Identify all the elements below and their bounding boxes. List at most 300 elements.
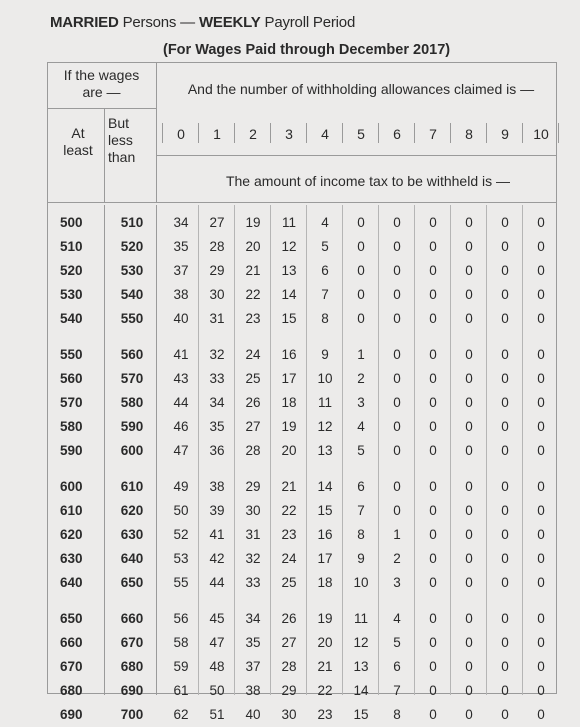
- allowance-header-3: 3: [285, 126, 293, 142]
- tax-amount-cell: 11: [281, 215, 296, 230]
- at-least-value: 680: [60, 683, 83, 698]
- tax-amount-cell: 35: [173, 239, 189, 254]
- tax-amount-cell: 49: [173, 479, 189, 494]
- amount-col-divider: [522, 205, 523, 695]
- tax-amount-cell: 50: [173, 503, 189, 518]
- wages-label: [54, 67, 149, 101]
- tax-amount-cell: 0: [465, 287, 473, 302]
- tax-amount-cell: 37: [173, 263, 189, 278]
- less-than-value: 540: [120, 287, 144, 302]
- tax-amount-cell: 0: [537, 575, 545, 590]
- less-than-value: 650: [120, 575, 144, 590]
- tax-amount-cell: 0: [429, 347, 437, 362]
- tax-amount-cell: 0: [393, 287, 401, 302]
- allowance-header-7: 7: [429, 126, 437, 142]
- tax-amount-cell: 35: [209, 419, 225, 434]
- tax-amount-cell: 0: [357, 215, 365, 230]
- tax-amount-cell: 0: [465, 263, 473, 278]
- tax-amount-cell: 27: [281, 635, 297, 650]
- tax-amount-cell: 0: [429, 311, 437, 326]
- tax-amount-cell: 41: [209, 527, 225, 542]
- tax-amount-cell: 38: [209, 479, 225, 494]
- tax-amount-cell: 31: [209, 311, 225, 326]
- tax-amount-cell: 21: [317, 659, 333, 674]
- tax-amount-cell: 0: [393, 347, 401, 362]
- table-row: [48, 523, 556, 547]
- tax-amount-cell: 20: [245, 239, 261, 254]
- tax-amount-cell: 0: [465, 479, 473, 494]
- tax-amount-cell: 58: [173, 635, 189, 650]
- table-row: [48, 703, 556, 727]
- allowance-col-divider: [162, 123, 163, 143]
- allowance-col-divider: [270, 123, 271, 143]
- tax-amount-cell: 0: [429, 527, 437, 542]
- tax-amount-cell: 5: [321, 239, 329, 254]
- tax-amount-cell: 0: [429, 263, 437, 278]
- tax-amount-cell: 44: [173, 395, 189, 410]
- tax-amount-cell: 10: [353, 575, 369, 590]
- tax-amount-cell: 0: [501, 419, 509, 434]
- tax-amount-cell: 0: [465, 575, 473, 590]
- tax-amount-cell: 61: [173, 683, 189, 698]
- tax-amount-cell: 0: [537, 683, 545, 698]
- tax-amount-cell: 18: [317, 575, 333, 590]
- tax-amount-cell: 0: [393, 371, 401, 386]
- tax-amount-cell: 28: [209, 239, 225, 254]
- but-line-3: than: [108, 149, 136, 165]
- tax-amount-cell: 0: [537, 503, 545, 518]
- less-than-value: 520: [120, 239, 144, 254]
- at-least-value: 670: [60, 659, 83, 674]
- tax-amount-cell: 14: [353, 683, 369, 698]
- title-married: MARRIED: [50, 14, 119, 31]
- at-least-value: 520: [60, 263, 83, 278]
- wages-line-2: are —: [82, 84, 121, 100]
- table-row: [48, 367, 556, 391]
- tax-amount-cell: 0: [537, 707, 545, 722]
- tax-amount-cell: 0: [465, 503, 473, 518]
- tax-amount-cell: 0: [465, 311, 473, 326]
- allowance-col-divider: [234, 123, 235, 143]
- tax-amount-cell: 25: [245, 371, 261, 386]
- tax-amount-cell: 25: [281, 575, 297, 590]
- tax-amount-cell: 32: [209, 347, 225, 362]
- less-than-value: 590: [120, 419, 144, 434]
- tax-amount-cell: 46: [173, 419, 189, 434]
- table-row: [48, 547, 556, 571]
- tax-amount-cell: 0: [357, 311, 365, 326]
- less-than-value: 610: [120, 479, 144, 494]
- tax-amount-cell: 0: [537, 311, 545, 326]
- tax-amount-cell: 11: [317, 395, 332, 410]
- tax-amount-cell: 0: [537, 551, 545, 566]
- at-least-value: 640: [60, 575, 83, 590]
- table-row: [48, 415, 556, 439]
- tax-amount-cell: 59: [173, 659, 189, 674]
- tax-amount-cell: 0: [393, 239, 401, 254]
- tax-amount-cell: 0: [465, 371, 473, 386]
- less-than-value: 680: [120, 659, 144, 674]
- title-persons: Persons —: [118, 14, 199, 31]
- amount-col-divider: [414, 205, 415, 695]
- tax-amount-cell: 42: [209, 551, 225, 566]
- tax-amount-cell: 0: [501, 311, 509, 326]
- at-least-value: 530: [60, 287, 83, 302]
- tax-amount-cell: 0: [465, 239, 473, 254]
- allowance-col-divider: [450, 123, 451, 143]
- title-payroll: Payroll Period: [260, 14, 356, 31]
- tax-amount-cell: 10: [317, 371, 333, 386]
- tax-amount-cell: 19: [317, 611, 333, 626]
- tax-amount-cell: 0: [429, 239, 437, 254]
- at-line-1: At: [71, 125, 85, 141]
- wages-line-1: If the wages: [63, 67, 140, 83]
- tax-amount-cell: 21: [245, 263, 261, 278]
- at-least-value: 560: [60, 371, 83, 386]
- less-than-value: 640: [120, 551, 144, 566]
- tax-amount-cell: 0: [465, 611, 473, 626]
- tax-amount-cell: 13: [317, 443, 333, 458]
- tax-amount-cell: 0: [429, 395, 437, 410]
- table-row: [48, 235, 556, 259]
- table-row: [48, 283, 556, 307]
- allowance-col-divider: [558, 123, 559, 143]
- tax-amount-cell: 27: [245, 419, 261, 434]
- allowance-header-2: 2: [249, 126, 257, 142]
- tax-amount-cell: 20: [317, 635, 333, 650]
- less-than-value: 570: [120, 371, 144, 386]
- tax-amount-cell: 26: [245, 395, 261, 410]
- table-row: [48, 655, 556, 679]
- tax-amount-cell: 15: [317, 503, 333, 518]
- header-bottom-rule: [48, 202, 556, 203]
- tax-amount-cell: 55: [173, 575, 189, 590]
- tax-amount-cell: 4: [357, 419, 365, 434]
- table-title: [50, 14, 355, 31]
- tax-amount-cell: 0: [429, 611, 437, 626]
- tax-amount-cell: 18: [281, 395, 297, 410]
- table-row: [48, 499, 556, 523]
- tax-amount-cell: 12: [317, 419, 333, 434]
- at-least-value: 570: [60, 395, 83, 410]
- tax-amount-cell: 26: [281, 611, 297, 626]
- tax-amount-cell: 0: [429, 371, 437, 386]
- tax-amount-cell: 0: [501, 707, 509, 722]
- tax-amount-cell: 19: [281, 419, 297, 434]
- tax-amount-cell: 7: [321, 287, 329, 302]
- tax-amount-cell: 23: [317, 707, 333, 722]
- allowance-col-divider: [342, 123, 343, 143]
- tax-amount-cell: 1: [357, 347, 365, 362]
- tax-amount-cell: 0: [465, 551, 473, 566]
- tax-amount-cell: 13: [281, 263, 297, 278]
- tax-amount-cell: 1: [393, 527, 401, 542]
- allowance-col-divider: [522, 123, 523, 143]
- tax-amount-cell: 0: [501, 215, 509, 230]
- tax-amount-cell: 0: [501, 347, 509, 362]
- tax-amount-cell: 0: [537, 347, 545, 362]
- table-subtitle: (For Wages Paid through December 2017): [163, 42, 451, 58]
- tax-amount-cell: 0: [501, 287, 509, 302]
- tax-amount-cell: 4: [393, 611, 401, 626]
- tax-amount-cell: 36: [209, 443, 225, 458]
- at-least-value: 580: [60, 419, 83, 434]
- tax-amount-cell: 12: [353, 635, 369, 650]
- tax-amount-cell: 23: [281, 527, 297, 542]
- tax-amount-cell: 0: [537, 443, 545, 458]
- table-row: [48, 679, 556, 703]
- tax-amount-cell: 0: [465, 419, 473, 434]
- tax-amount-cell: 0: [393, 503, 401, 518]
- tax-amount-cell: 0: [429, 575, 437, 590]
- tax-amount-cell: 0: [537, 611, 545, 626]
- table-row: [48, 607, 556, 631]
- tax-amount-cell: 14: [281, 287, 297, 302]
- tax-amount-cell: 34: [245, 611, 261, 626]
- tax-amount-cell: 0: [501, 443, 509, 458]
- tax-amount-cell: 43: [173, 371, 189, 386]
- at-least-value: 660: [60, 635, 83, 650]
- tax-amount-cell: 16: [317, 527, 333, 542]
- tax-amount-cell: 28: [281, 659, 297, 674]
- tax-amount-cell: 31: [245, 527, 261, 542]
- tax-amount-cell: 0: [429, 503, 437, 518]
- tax-amount-cell: 0: [429, 215, 437, 230]
- less-than-value: 580: [120, 395, 144, 410]
- allowance-header-8: 8: [465, 126, 473, 142]
- tax-amount-cell: 8: [393, 707, 401, 722]
- table-row: [48, 211, 556, 235]
- tax-amount-cell: 0: [429, 287, 437, 302]
- tax-amount-cell: 33: [209, 371, 225, 386]
- amount-col-divider: [342, 205, 343, 695]
- tax-amount-cell: 0: [465, 443, 473, 458]
- table-row: [48, 259, 556, 283]
- tax-amount-cell: 0: [501, 551, 509, 566]
- tax-amount-cell: 0: [393, 395, 401, 410]
- tax-amount-cell: 11: [353, 611, 368, 626]
- at-least-label: [52, 125, 104, 159]
- less-than-value: 560: [120, 347, 144, 362]
- allowance-col-divider: [198, 123, 199, 143]
- tax-amount-cell: 0: [465, 707, 473, 722]
- table-row: [48, 343, 556, 367]
- wage-col-divider: [104, 205, 105, 695]
- at-least-value: 590: [60, 443, 83, 458]
- tax-amount-cell: 53: [173, 551, 189, 566]
- tax-amount-cell: 0: [537, 287, 545, 302]
- allowance-header-5: 5: [357, 126, 365, 142]
- table-row: [48, 307, 556, 331]
- tax-amount-cell: 4: [321, 215, 329, 230]
- tax-amount-cell: 0: [465, 659, 473, 674]
- tax-amount-cell: 27: [209, 215, 225, 230]
- at-but-divider: [104, 108, 105, 203]
- amount-col-divider: [270, 205, 271, 695]
- tax-amount-cell: 0: [429, 707, 437, 722]
- tax-amount-cell: 0: [393, 443, 401, 458]
- tax-amount-cell: 28: [245, 443, 261, 458]
- tax-amount-cell: 14: [317, 479, 333, 494]
- tax-amount-cell: 0: [429, 683, 437, 698]
- tax-amount-cell: 29: [281, 683, 297, 698]
- tax-amount-cell: 3: [393, 575, 401, 590]
- tax-amount-cell: 48: [209, 659, 225, 674]
- tax-amount-cell: 0: [537, 371, 545, 386]
- tax-amount-cell: 0: [501, 683, 509, 698]
- at-least-value: 540: [60, 311, 83, 326]
- at-least-value: 620: [60, 527, 83, 542]
- amount-col-divider: [486, 205, 487, 695]
- tax-amount-cell: 37: [245, 659, 261, 674]
- tax-amount-cell: 33: [245, 575, 261, 590]
- tax-amount-cell: 8: [321, 311, 329, 326]
- amount-col-divider: [450, 205, 451, 695]
- tax-amount-cell: 47: [173, 443, 189, 458]
- tax-amount-cell: 0: [501, 611, 509, 626]
- allowance-header-0: 0: [177, 126, 185, 142]
- tax-amount-cell: 0: [465, 215, 473, 230]
- allowance-caption: And the number of withholding allowances claimed is —: [187, 81, 535, 97]
- tax-amount-cell: 2: [393, 551, 401, 566]
- at-least-value: 500: [60, 215, 83, 230]
- tax-amount-cell: 0: [357, 287, 365, 302]
- tax-amount-cell: 41: [173, 347, 189, 362]
- tax-amount-cell: 30: [281, 707, 297, 722]
- allowance-header-row: [163, 123, 558, 145]
- tax-amount-cell: 30: [245, 503, 261, 518]
- tax-amount-cell: 0: [501, 635, 509, 650]
- tax-amount-cell: 35: [245, 635, 261, 650]
- allowance-col-divider: [378, 123, 379, 143]
- less-than-value: 620: [120, 503, 144, 518]
- tax-amount-cell: 20: [281, 443, 297, 458]
- tax-amount-cell: 0: [537, 635, 545, 650]
- tax-amount-cell: 51: [209, 707, 225, 722]
- tax-amount-cell: 24: [245, 347, 261, 362]
- tax-amount-cell: 0: [393, 419, 401, 434]
- tax-amount-cell: 6: [321, 263, 329, 278]
- tax-amount-cell: 12: [281, 239, 297, 254]
- but-line-2: less: [108, 132, 133, 148]
- amount-col-divider: [378, 205, 379, 695]
- at-least-value: 630: [60, 551, 83, 566]
- tax-amount-cell: 9: [357, 551, 365, 566]
- table-row: [48, 391, 556, 415]
- less-than-value: 670: [120, 635, 144, 650]
- tax-amount-cell: 21: [281, 479, 297, 494]
- tax-amount-cell: 0: [357, 263, 365, 278]
- tax-amount-cell: 0: [465, 635, 473, 650]
- tax-amount-cell: 56: [173, 611, 189, 626]
- tax-amount-cell: 34: [173, 215, 189, 230]
- tax-amount-cell: 24: [281, 551, 297, 566]
- tax-amount-cell: 0: [465, 527, 473, 542]
- tax-amount-cell: 0: [429, 659, 437, 674]
- tax-amount-cell: 39: [209, 503, 225, 518]
- table-row: [48, 475, 556, 499]
- tax-amount-cell: 6: [357, 479, 365, 494]
- wages-divider: [48, 108, 156, 109]
- tax-amount-cell: 5: [357, 443, 365, 458]
- tax-amount-cell: 0: [429, 479, 437, 494]
- wages-header: [48, 63, 157, 203]
- tax-amount-cell: 30: [209, 287, 225, 302]
- tax-amount-cell: 29: [245, 479, 261, 494]
- tax-amount-cell: 0: [429, 551, 437, 566]
- allowance-col-divider: [306, 123, 307, 143]
- tax-amount-cell: 0: [501, 263, 509, 278]
- tax-amount-cell: 5: [393, 635, 401, 650]
- tax-amount-cell: 0: [393, 215, 401, 230]
- tax-amount-cell: 0: [537, 659, 545, 674]
- table-row: [48, 631, 556, 655]
- amount-col-divider: [234, 205, 235, 695]
- tax-amount-cell: 44: [209, 575, 225, 590]
- tax-amount-cell: 22: [317, 683, 333, 698]
- tax-amount-cell: 0: [465, 347, 473, 362]
- tax-amount-cell: 0: [501, 659, 509, 674]
- tax-amount-cell: 0: [537, 479, 545, 494]
- tax-amount-cell: 0: [537, 239, 545, 254]
- tax-amount-cell: 19: [245, 215, 261, 230]
- at-least-value: 690: [60, 707, 83, 722]
- tax-amount-cell: 0: [393, 479, 401, 494]
- but-less-than-label: [108, 115, 154, 166]
- allowance-header-1: 1: [213, 126, 221, 142]
- at-least-value: 510: [60, 239, 83, 254]
- tax-amount-cell: 0: [393, 311, 401, 326]
- amount-caption: The amount of income tax to be withheld is —: [225, 173, 511, 189]
- at-least-value: 550: [60, 347, 83, 362]
- table-row: [48, 571, 556, 595]
- allowance-col-divider: [486, 123, 487, 143]
- at-line-2: least: [63, 142, 93, 158]
- tax-amount-cell: 40: [173, 311, 189, 326]
- but-line-1: But: [108, 115, 130, 131]
- tax-amount-cell: 15: [281, 311, 297, 326]
- tax-amount-cell: 0: [537, 395, 545, 410]
- wage-col-divider: [156, 205, 157, 695]
- tax-amount-cell: 29: [209, 263, 225, 278]
- tax-amount-cell: 32: [245, 551, 261, 566]
- tax-amount-cell: 6: [393, 659, 401, 674]
- tax-amount-cell: 34: [209, 395, 225, 410]
- tax-amount-cell: 0: [429, 419, 437, 434]
- tax-amount-cell: 38: [245, 683, 261, 698]
- allowance-header-9: 9: [501, 126, 509, 142]
- allowance-header-10: 10: [533, 126, 549, 142]
- allowance-header-6: 6: [393, 126, 401, 142]
- at-least-value: 600: [60, 479, 83, 494]
- tax-amount-cell: 17: [281, 371, 297, 386]
- tax-amount-cell: 0: [501, 527, 509, 542]
- less-than-value: 630: [120, 527, 144, 542]
- less-than-value: 600: [120, 443, 144, 458]
- less-than-value: 530: [120, 263, 144, 278]
- tax-amount-cell: 9: [321, 347, 329, 362]
- allowance-col-divider: [414, 123, 415, 143]
- tax-amount-cell: 47: [209, 635, 225, 650]
- at-least-value: 650: [60, 611, 83, 626]
- less-than-value: 690: [120, 683, 144, 698]
- tax-amount-cell: 45: [209, 611, 225, 626]
- tax-amount-cell: 15: [353, 707, 369, 722]
- tax-amount-cell: 8: [357, 527, 365, 542]
- tax-amount-cell: 0: [501, 371, 509, 386]
- tax-amount-cell: 0: [357, 239, 365, 254]
- tax-amount-cell: 22: [245, 287, 261, 302]
